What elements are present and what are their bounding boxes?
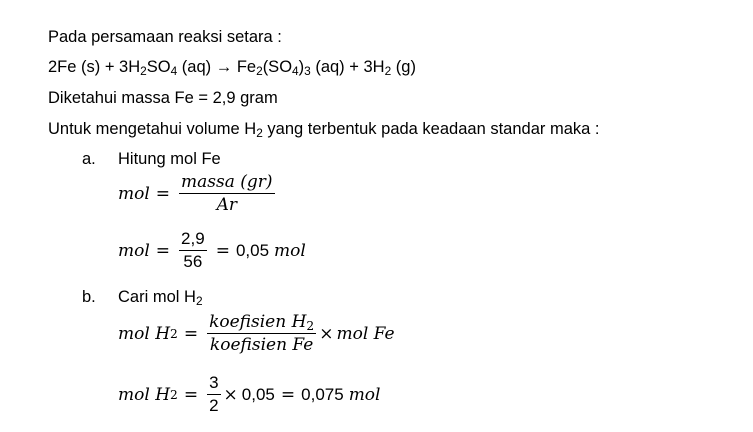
step-b-marker: b. (82, 288, 96, 306)
given-mass: Diketahui massa Fe = 2,9 gram (48, 89, 278, 107)
fraction: $\frac{\text{massa (gr)}}{Ar}$ (181, 172, 273, 215)
question-text: Untuk mengetahui volume $H_2$ yang terbentuk pada keadaan standar maka : (48, 120, 600, 140)
step-a-equation-1: mol = $\frac{\text{massa (gr)}}{Ar}$ (118, 172, 273, 215)
step-b-title: Cari mol $H_2$ (118, 288, 203, 308)
fraction: $\frac{koefisien H_2}{\text{koefisien Fe}}$ (209, 312, 315, 355)
fraction: $\frac{3}{2}$ (209, 373, 219, 415)
fraction: $\frac{2,9}{56}$ (181, 229, 205, 271)
step-a-equation-2: mol = $\frac{2,9}{56}$ = 0,05 mol (118, 229, 306, 271)
step-a-title: Hitung mol Fe (118, 150, 221, 168)
intro-text: Pada persamaan reaksi setara : (48, 28, 282, 46)
reaction-equation: 2Fe $(s) + 3H_2SO_4$ $(aq) \to Fe_2(SO_4)_3$ $(aq) + 3H_2$ (g) (48, 58, 416, 78)
step-b-equation-2: mol H 2 = $\frac{3}{2}$ × 0,05 = 0,075 mol (118, 373, 381, 415)
step-a-marker: a. (82, 150, 96, 168)
step-b-equation-1: mol H 2 = $\frac{koefisien H_2}{\text{koefisien Fe}}$ × mol Fe (118, 312, 395, 355)
